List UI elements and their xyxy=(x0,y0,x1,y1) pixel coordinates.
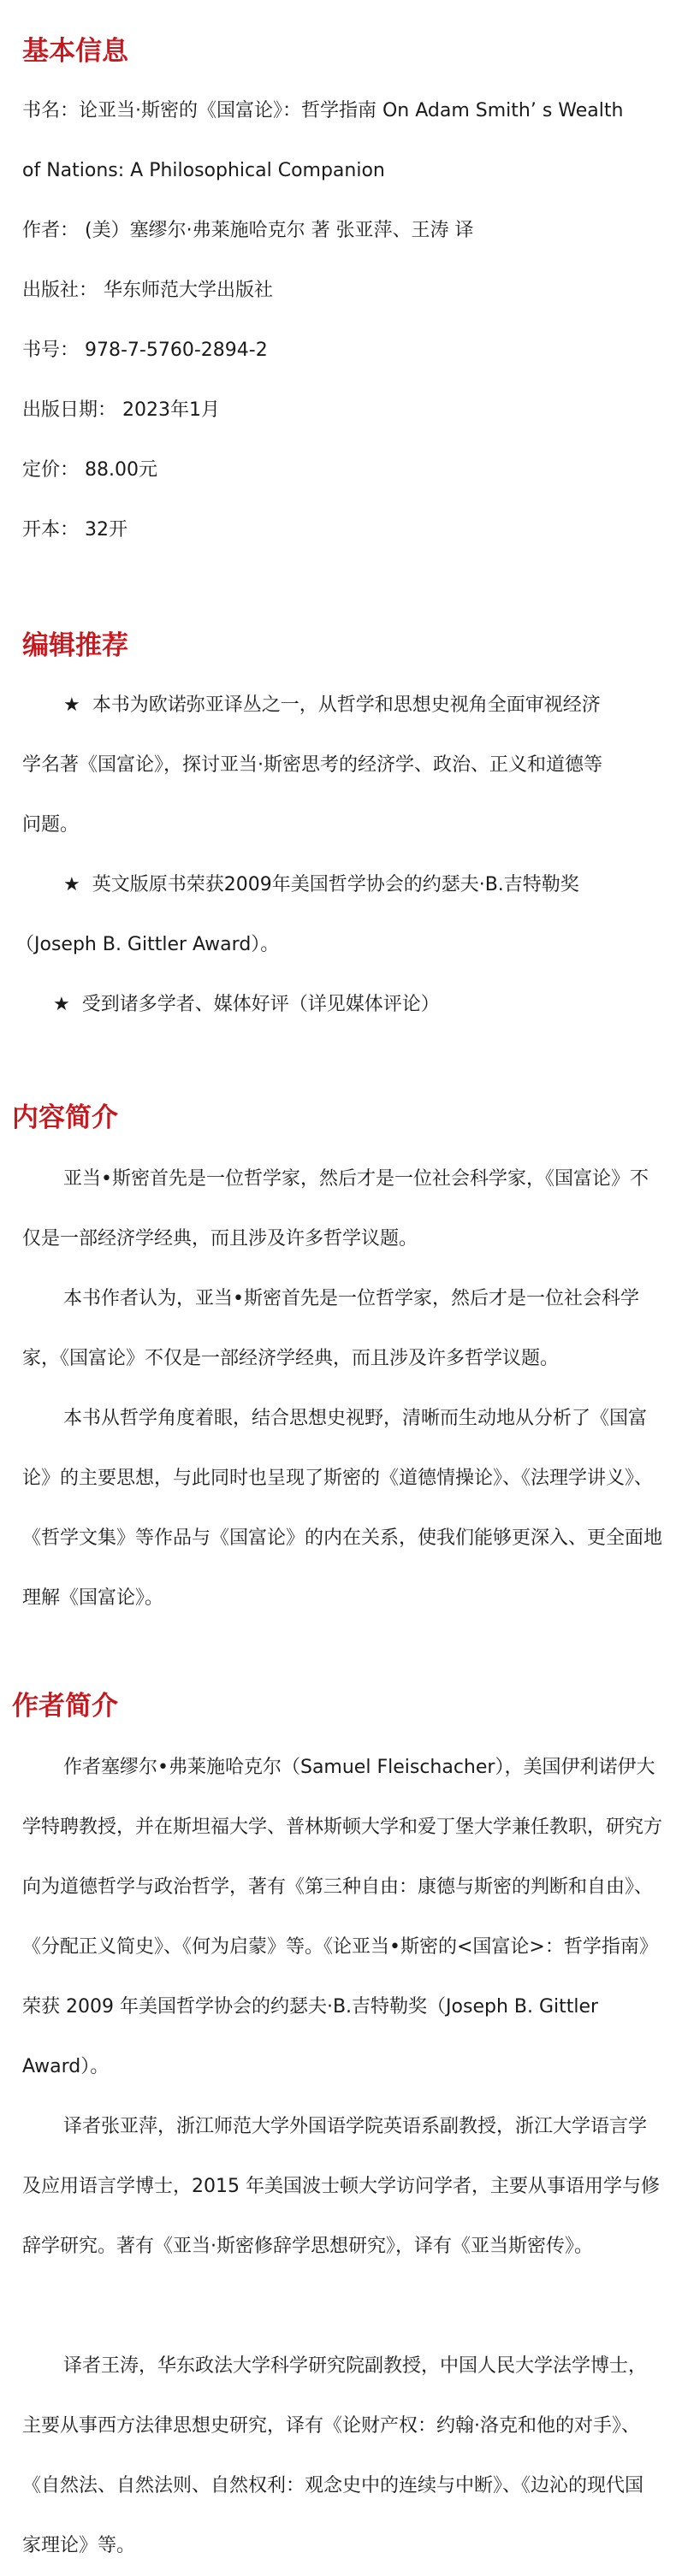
section-heading-recommendation: 编辑推荐 xyxy=(22,630,128,661)
star-icon: ★ xyxy=(63,874,80,895)
recommendation-item-1-line-3: 问题。 xyxy=(22,814,80,836)
author-intro-paragraph-1: 作者塞缪尔•弗莱施哈克尔（Samuel Fleischacher），美国伊利诺伊大学特聘教授，并在斯坦福大学、普林斯顿大学和爱丁堡大学兼任教职，研究方向为道德哲学与政治哲学，著有《第三种自由：康德与斯密的判断和自由》、《分配正义简史》、《何为启蒙》等。《论亚当•斯密的<国富论>：哲学指南》荣获 2009 年美国哲学协会的约瑟夫·B.吉特勒奖（Joseph B. Gittler Award）。 xyxy=(22,1757,663,2077)
recommendation-item-2 xyxy=(22,872,662,898)
content-summary-paragraph-3: 本书从哲学角度着眼，结合思想史视野，清晰而生动地从分析了《国富论》的主要思想，与此同时也呈现了斯密的《道德情操论》、《法理学讲义》、《哲学文集》等作品与《国富论》的内在关系，使我们能够更深入、更全面地理解《国富论》。 xyxy=(22,1408,663,1609)
book-title-line-1: 书名：论亚当·斯密的《国富论》：哲学指南 On Adam Smith’ s Wealth xyxy=(22,100,624,121)
book-title-line-2: of Nations: A Philosophical Companion xyxy=(22,160,385,181)
book-price: 定价： 88.00元 xyxy=(22,459,157,481)
section-heading-basic-info: 基本信息 xyxy=(22,36,128,67)
book-author: 作者： (美）塞缪尔·弗莱施哈克尔 著 张亚萍、王涛 译 xyxy=(22,220,474,241)
recommendation-item-2-line-2: （Joseph B. Gittler Award）。 xyxy=(15,934,280,955)
book-publisher: 出版社： 华东师范大学出版社 xyxy=(22,280,273,301)
book-isbn: 书号： 978-7-5760-2894-2 xyxy=(22,340,268,361)
star-icon: ★ xyxy=(63,694,80,716)
book-pub-date: 出版日期： 2023年1月 xyxy=(22,399,220,421)
content-summary-paragraph-1: 亚当•斯密首先是一位哲学家，然后才是一位社会科学家，《国富论》不仅是一部经济学经典，而且涉及许多哲学议题。 xyxy=(22,1168,649,1250)
recommendation-item-1-line-2: 学名著《国富论》，探讨亚当·斯密思考的经济学、政治、正义和道德等 xyxy=(22,754,602,776)
section-heading-author-intro: 作者简介 xyxy=(12,1691,118,1722)
recommendation-item-1 xyxy=(22,693,662,718)
section-heading-content-summary: 内容简介 xyxy=(12,1102,118,1133)
recommendation-item-3 xyxy=(22,992,662,1018)
content-summary-paragraph-2: 本书作者认为，亚当•斯密首先是一位哲学家，然后才是一位社会科学家，《国富论》不仅是一部经济学经典，而且涉及许多哲学议题。 xyxy=(22,1288,639,1369)
recommendation-item-3-text: 受到诸多学者、媒体好评（详见媒体评论） xyxy=(81,994,440,1015)
author-intro-paragraph-3: 译者王涛，华东政法大学科学研究院副教授，中国人民大学法学博士，主要从事西方法律思想史研究，译有《论财产权：约翰·洛克和他的对手》、《自然法、自然法则、自然权利：观念史中的连续与中断》、《边沁的现代国家理论》等。 xyxy=(22,2355,648,2556)
recommendation-item-1-line-1: 本书为欧诺弥亚译丛之一，从哲学和思想史视角全面审视经济 xyxy=(92,694,601,716)
book-format: 开本： 32开 xyxy=(22,519,127,541)
recommendation-item-2-line-1: 英文版原书荣获2009年美国哲学协会的约瑟夫·B.吉特勒奖 xyxy=(92,874,579,895)
author-intro-paragraph-2: 译者张亚萍，浙江师范大学外国语学院英语系副教授，浙江大学语言学及应用语言学博士，2015 年美国波士顿大学访问学者，主要从事语用学与修辞学研究。著有《亚当·斯密修辞学思想研究》，译有《亚当斯密传》。 xyxy=(22,2116,660,2257)
star-icon: ★ xyxy=(53,994,70,1015)
